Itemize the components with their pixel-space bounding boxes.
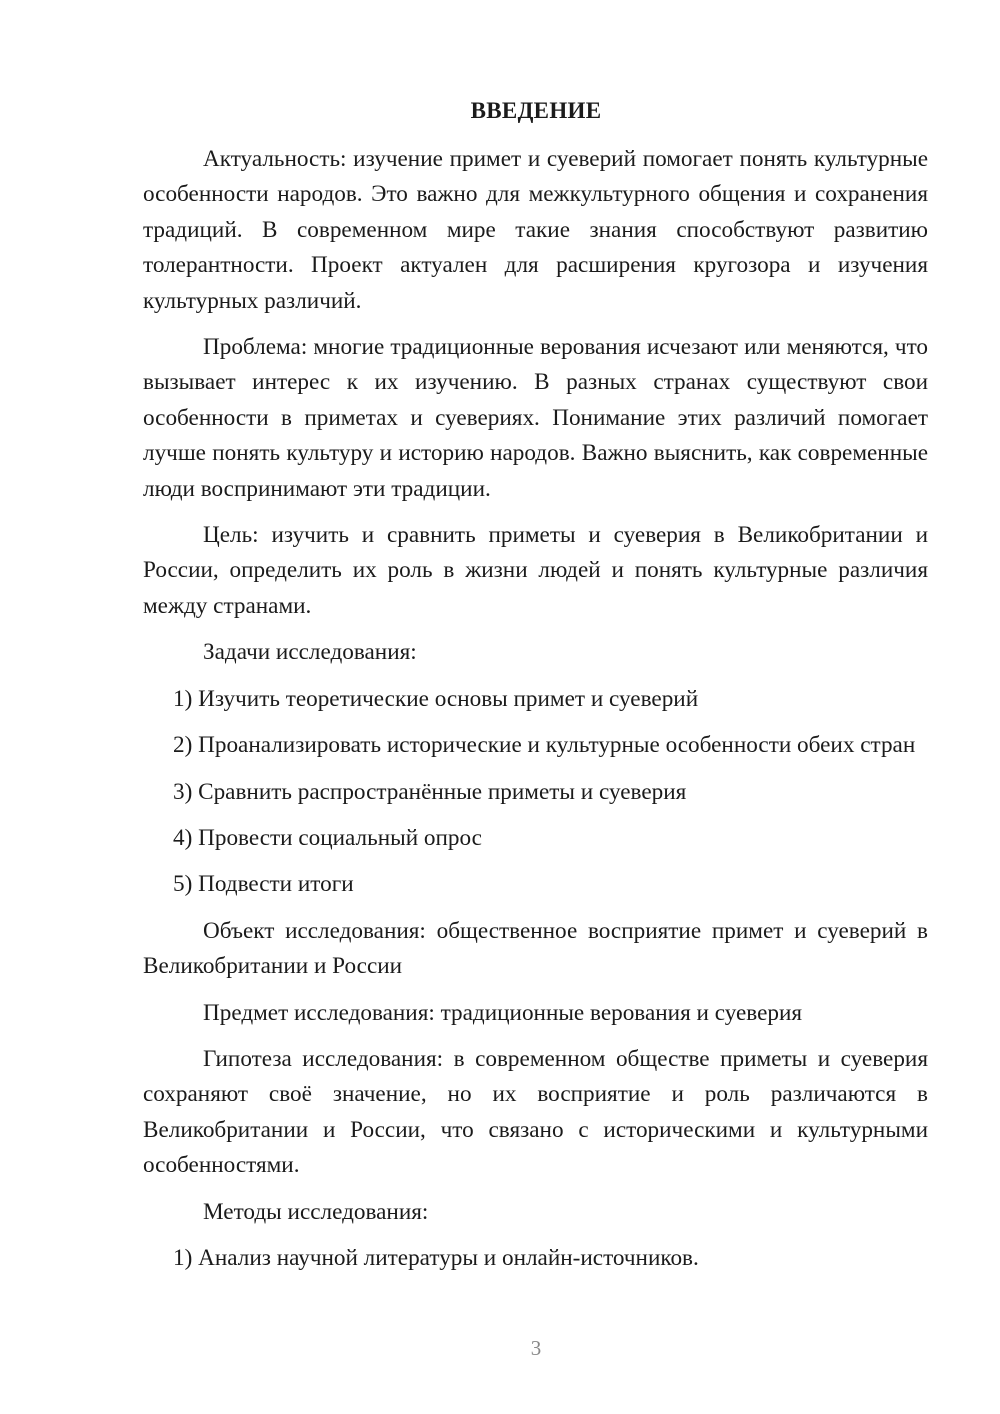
task-item: 1) Изучить теоретические основы примет и суеверий [173, 685, 699, 712]
paragraph-relevance: Актуальность: изучение примет и суеверий помогает понять культурные особенности народов. Это важно для межкультурного общения и сохранения традиций. В современном мире такие знания способствуют развитию толерантности. Проект актуален для расширения кругозора и изучения культурных различий. [143, 146, 928, 314]
tasks-title: Задачи исследования: [203, 639, 417, 666]
task-item: 2) Проанализировать исторические и культурные особенности обеих стран [173, 732, 916, 759]
document-body [143, 142, 928, 1276]
methods-title: Методы исследования: [203, 1198, 429, 1225]
method-item: 1) Анализ научной литературы и онлайн-источников. [173, 1244, 699, 1271]
paragraph-object: Объект исследования: общественное восприятие примет и суеверий в Великобритании и России [143, 917, 928, 980]
paragraph-subject: Предмет исследования: традиционные верования и суеверия [203, 999, 803, 1026]
paragraph-hypothesis: Гипотеза исследования: в современном обществе приметы и суеверия сохраняют своё значение, но их восприятие и роль различаются в Великобритании и России, что связано с историческими и культурными особенностями. [143, 1045, 928, 1179]
task-item: 5) Подвести итоги [173, 871, 354, 898]
paragraph-problem: Проблема: многие традиционные верования исчезают или меняются, что вызывает интерес к их изучению. В разных странах существуют свои особенности в приметах и суевериях. Понимание этих различий помогает лучше понять культуру и историю народов. Важно выяснить, как современные люди воспринимают эти традиции. [143, 334, 928, 502]
page-number: 3 [530, 1336, 542, 1360]
task-item: 4) Провести социальный опрос [173, 824, 482, 851]
paragraph-goal: Цель: изучить и сравнить приметы и суеверия в Великобритании и России, определить их роль в жизни людей и понять культурные различия между странами. [143, 522, 928, 619]
section-heading: ВВЕДЕНИЕ [470, 98, 602, 123]
task-item: 3) Сравнить распространённые приметы и суеверия [173, 778, 687, 805]
